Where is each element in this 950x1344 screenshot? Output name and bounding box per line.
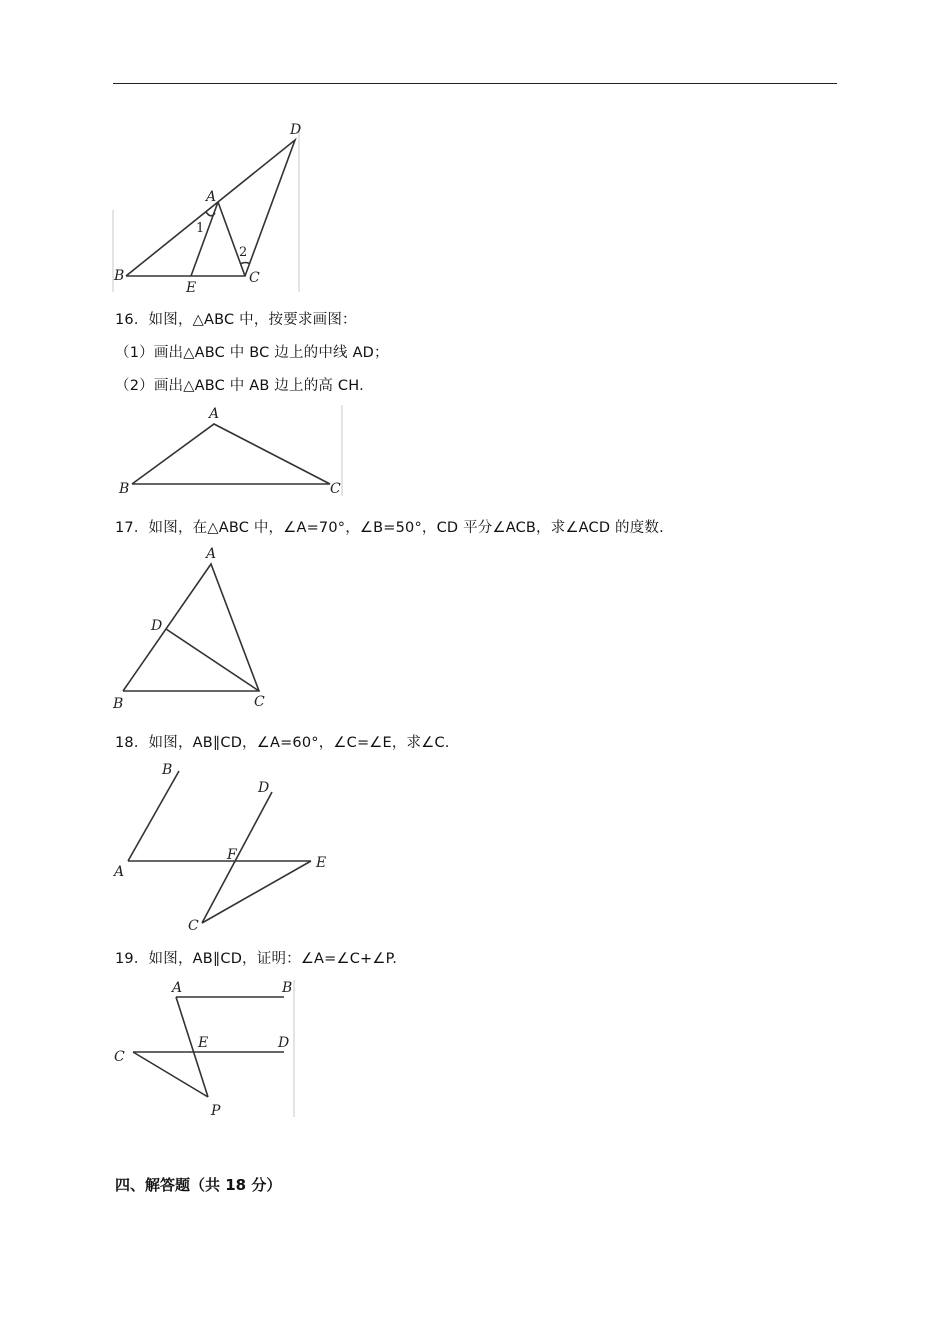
figure-triangle-abd xyxy=(110,118,310,298)
label-a: A xyxy=(206,189,217,205)
triangle-bdc xyxy=(126,140,295,276)
triangle-abc xyxy=(132,424,330,484)
question-16-part-1: （1）画出△ABC 中 BC 边上的中线 AD； xyxy=(115,345,389,361)
label-c: C xyxy=(188,918,199,934)
label-angle-1: 1 xyxy=(196,221,205,236)
label-a: A xyxy=(206,546,217,562)
label-d: D xyxy=(290,122,302,138)
label-angle-2: 2 xyxy=(239,245,248,260)
question-19: 19．如图，AB∥CD，证明：∠A=∠C+∠P. xyxy=(115,951,398,967)
question-16-title: 16．如图，△ABC 中，按要求画图： xyxy=(115,312,357,328)
figure-triangle-abc-16 xyxy=(110,400,350,500)
label-a: A xyxy=(209,406,220,422)
section-4-heading: 四、解答题（共 18 分） xyxy=(115,1176,282,1194)
figure-parallel-ab-cd-18 xyxy=(110,758,340,933)
question-17: 17．如图，在△ABC 中，∠A=70°，∠B=50°，CD 平分∠ACB，求∠ACD 的度数. xyxy=(115,520,664,536)
label-b: B xyxy=(162,762,173,778)
question-18: 18．如图，AB∥CD，∠A=60°，∠C=∠E，求∠C. xyxy=(115,735,450,751)
label-b: B xyxy=(282,980,293,996)
segment-cd xyxy=(166,629,259,691)
label-b: B xyxy=(119,481,130,497)
label-d: D xyxy=(151,618,163,634)
label-e: E xyxy=(316,855,327,871)
figure-parallel-ab-cd-19 xyxy=(110,975,300,1123)
label-d: D xyxy=(258,780,270,796)
label-c: C xyxy=(114,1049,125,1065)
figure-triangle-abc-17 xyxy=(110,542,280,712)
label-d: D xyxy=(278,1035,290,1051)
angle-2-arc xyxy=(240,263,250,265)
segment-cp xyxy=(133,1052,208,1097)
label-c: C xyxy=(330,481,341,497)
label-b: B xyxy=(113,696,124,712)
header-rule xyxy=(113,83,837,84)
label-c: C xyxy=(254,694,265,710)
label-e: E xyxy=(186,280,197,296)
label-a: A xyxy=(172,980,183,996)
label-e: E xyxy=(198,1035,209,1051)
question-16-part-2: （2）画出△ABC 中 AB 边上的高 CH. xyxy=(115,378,364,394)
label-a: A xyxy=(114,864,125,880)
segment-ac xyxy=(218,202,248,276)
label-c: C xyxy=(249,270,260,286)
label-b: B xyxy=(114,268,125,284)
label-f: F xyxy=(227,847,237,863)
segment-ab xyxy=(128,771,179,861)
triangle-abc xyxy=(123,564,259,691)
label-p: P xyxy=(211,1103,221,1119)
